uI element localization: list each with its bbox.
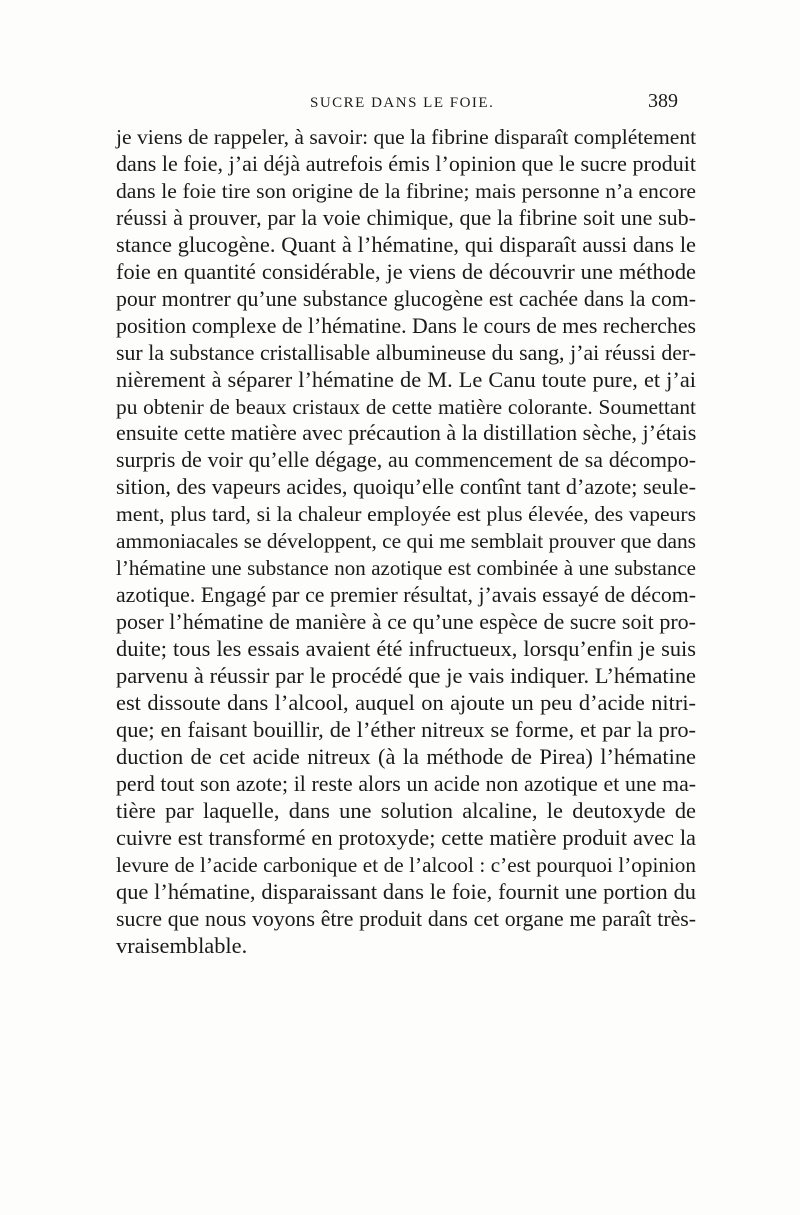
text-line: cuivre est transformé en protoxyde; cette matière produit avec la (116, 824, 696, 850)
text-line: que l’hématine, disparaissant dans le foie, fournit une portion du (116, 878, 696, 904)
text-line: sur la substance cristallisable albumineuse du sang, j’ai réussi der- (116, 340, 696, 365)
running-title: SUCRE DANS LE FOIE. (310, 95, 495, 111)
text-line: tière par laquelle, dans une solution alcaline, le deutoxyde de (116, 797, 696, 823)
text-line: pu obtenir de beaux cristaux de cette matière colorante. Soumettant (116, 394, 696, 419)
body-text (116, 124, 696, 960)
text-line: pour montrer qu’une substance glucogène est cachée dans la com- (116, 286, 696, 311)
text-line: l’hématine une substance non azotique est combinée à une substance (116, 556, 696, 581)
text-line: dans le foie, j’ai déjà autrefois émis l’opinion que le sucre produit (116, 150, 696, 176)
text-line: ensuite cette matière avec précaution à la distillation sèche, j’étais (116, 420, 697, 446)
text-line: levure de l’acide carbonique et de l’alcool : c’est pourquoi l’opinion (116, 852, 696, 877)
text-line: ment, plus tard, si la chaleur employée est plus élevée, des vapeurs (116, 502, 696, 527)
text-line: duction de cet acide nitreux (à la méthode de Pirea) l’hématine (116, 743, 696, 769)
text-line: perd tout son azote; il reste alors un acide non azotique et une ma- (116, 771, 696, 796)
text-line: position complexe de l’hématine. Dans le cours de mes recherches (116, 313, 696, 338)
text-line: sucre que nous voyons être produit dans cet organe me paraît très- (116, 906, 696, 931)
text-line: réussi à prouver, par la voie chimique, que la fibrine soit une sub- (116, 204, 696, 230)
text-line: surpris de voir qu’elle dégage, au commencement de sa décompo- (116, 448, 696, 473)
text-line: duite; tous les essais avaient été infructueux, lorsqu’enfin je suis (116, 636, 696, 662)
text-line: je viens de rappeler, à savoir: que la fibrine disparaît complétement (116, 125, 697, 149)
text-line: foie en quantité considérable, je viens de découvrir une méthode (116, 258, 696, 284)
text-line: poser l’hématine de manière à ce qu’une espèce de sucre soit pro- (116, 609, 696, 635)
text-line: parvenu à réussir par le procédé que je vais indiquer. L’hématine (116, 663, 696, 689)
page-number: 389 (648, 90, 678, 112)
text-line: dans le foie tire son origine de la fibrine; mais personne n’a encore (116, 178, 696, 203)
text-line: stance glucogène. Quant à l’hématine, qui disparaît aussi dans le (116, 231, 696, 257)
text-line: ammoniacales se développent, ce qui me semblait prouver que dans (116, 529, 696, 554)
text-line: est dissoute dans l’alcool, auquel on ajoute un peu d’acide nitri- (116, 690, 696, 716)
text-line: que; en faisant bouillir, de l’éther nitreux se forme, et par la pro- (116, 716, 696, 742)
text-line: azotique. Engagé par ce premier résultat, j’avais essayé de décom- (116, 583, 696, 608)
text-line-last: vraisemblable. (116, 932, 248, 958)
text-line: sition, des vapeurs acides, quoiqu’elle contînt tant d’azote; seule- (116, 474, 696, 500)
text-line: nièrement à séparer l’hématine de M. Le Canu toute pure, et j’ai (116, 366, 696, 392)
